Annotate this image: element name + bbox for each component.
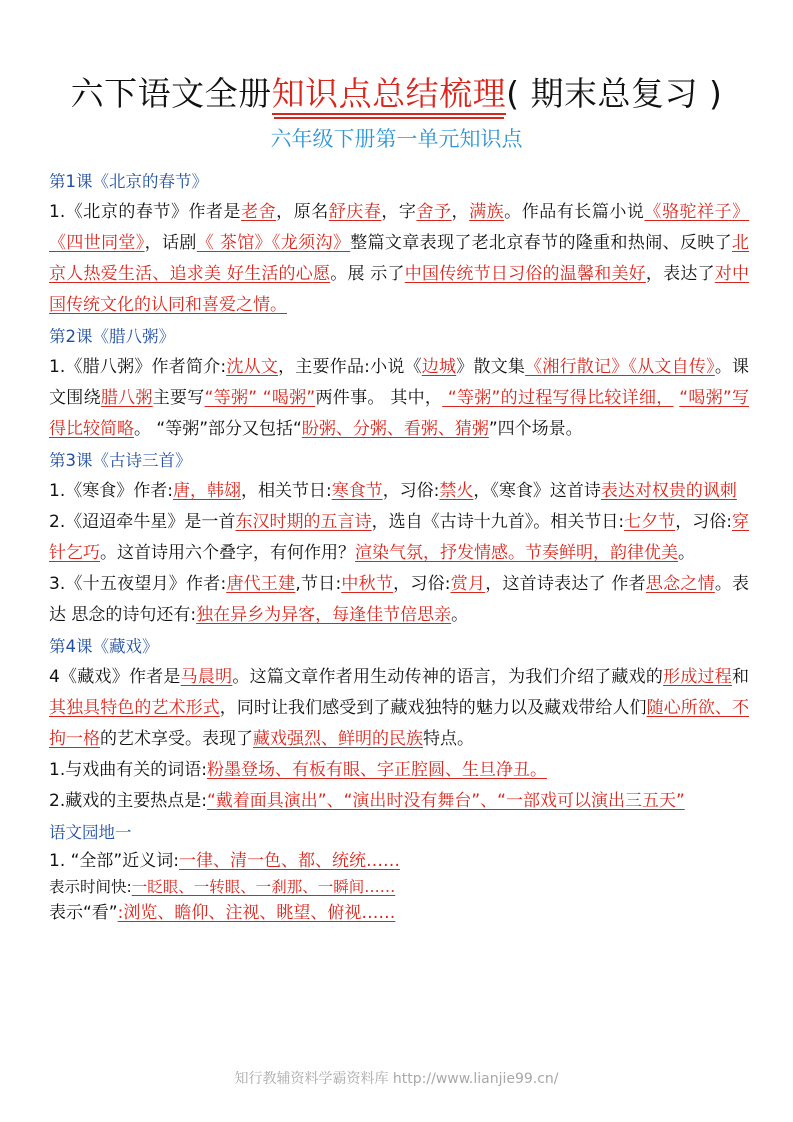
text-segment: 两件事。 其中， — [315, 388, 443, 408]
title-prefix: 六下语文全册 — [70, 74, 272, 113]
answer-highlight: 老舍 — [241, 202, 277, 222]
text-segment: ，《寒食》这首诗 — [473, 481, 601, 501]
text-segment: 整篇文章表现了老北京春节的隆重和热闹、反映了 — [350, 233, 733, 253]
answer-highlight: 盼粥、分粥、看粥、猜粥 — [301, 419, 489, 439]
text-segment: 1. “全部”近义词: — [49, 851, 179, 871]
lesson-4-heading: 第4课《藏戏》 — [49, 637, 159, 656]
answer-highlight: 中秋节 — [341, 574, 394, 594]
answer-highlight: 《湘行散记》《从文自传》 — [525, 357, 715, 377]
yuwen-text-3 — [49, 900, 749, 926]
answer-highlight: 《骆驼祥子》《四世同堂》 — [49, 202, 750, 253]
answer-highlight: 北京人热爱生活、追求美 好生活的心愿 — [49, 233, 750, 284]
text-segment: 的艺术享受。表现了 — [100, 729, 253, 749]
text-segment: 。作品有长篇小说 — [504, 202, 645, 222]
text-segment: 1.《寒食》作者: — [49, 481, 173, 501]
lesson-3-text-3 — [49, 569, 749, 631]
text-segment: ，习俗: — [393, 574, 451, 594]
text-segment: ，相关节日: — [240, 481, 332, 501]
text-segment: 2.藏戏的主要热点是: — [49, 791, 207, 811]
text-segment: ，这首诗表达了 作者 — [485, 574, 646, 594]
text-segment: 。表达 思念的诗句还有: — [49, 574, 750, 625]
answer-highlight: 唐，韩翃 — [172, 481, 241, 501]
answer-highlight: 满族 — [469, 202, 505, 222]
answer-highlight: “戴着面具演出”、“演出时没有舞台”、“一部戏可以演出三五天” — [206, 791, 685, 811]
text-segment: ”四个场景。 — [488, 419, 583, 439]
lesson-1-heading: 第1课《北京的春节》 — [49, 172, 208, 191]
answer-highlight: 随心所欲、不拘一格 — [49, 698, 749, 749]
page-title — [0, 72, 793, 116]
text-segment: 和 — [732, 667, 750, 687]
answer-highlight: 东汉时期的五言诗 — [235, 512, 372, 532]
text-segment: ，字 — [381, 202, 417, 222]
text-segment: 。 “等粥”部分又包括“ — [134, 419, 302, 439]
answer-highlight: 七夕节 — [624, 512, 676, 532]
answer-highlight: 对中国传统文化的认同和喜爱之情。 — [49, 264, 750, 315]
text-segment: 。 — [451, 605, 469, 625]
lesson-4-text-3 — [49, 786, 749, 817]
text-segment: 2.《迢迢牵牛星》是一首 — [49, 512, 236, 532]
document-content — [49, 166, 749, 926]
answer-highlight: 藏戏强烈、鲜明的民族 — [253, 729, 423, 749]
text-segment: ，选自《古诗十九首》。相关节日: — [371, 512, 625, 532]
answer-highlight: 舒庆春 — [328, 202, 382, 222]
text-segment: 。课文围绕 — [49, 357, 750, 408]
answer-highlight: 唐代王建 — [226, 574, 296, 594]
answer-highlight: 一眨眼、一转眼、一刹那、一瞬间…… — [131, 878, 396, 896]
text-segment: 。这篇文章作者用生动传神的语言，为我们介绍了藏戏的 — [232, 667, 664, 687]
answer-highlight: 一律、清一色、都、统统…… — [178, 851, 400, 871]
answer-highlight: 思念之情 — [645, 574, 715, 594]
lesson-3-text-2 — [49, 507, 749, 569]
answer-highlight: 独在异乡为异客，每逢佳节倍思亲 — [196, 605, 452, 625]
answer-highlight: 舍予 — [416, 202, 452, 222]
text-segment: 表示“看” — [49, 903, 118, 923]
answer-highlight: 形成过程 — [663, 667, 733, 687]
watermark: 知行教辅资料学霸资料库 http://www.lianjie99.cn/ — [234, 1071, 559, 1087]
answer-highlight: “等粥”的过程写得比较详细， — [442, 388, 674, 408]
text-segment: 。展 示了 — [330, 264, 405, 284]
answer-highlight: 《 茶馆》《龙须沟》 — [196, 233, 351, 253]
text-segment: 表示时间快: — [49, 878, 132, 896]
answer-highlight: 粉墨登场、有板有眼、字正腔圆、生旦净丑。 — [206, 760, 547, 780]
text-segment: ,节日: — [295, 574, 342, 594]
answer-highlight: 边城 — [421, 357, 457, 377]
text-segment: 1.《北京的春节》作者是 — [49, 202, 242, 222]
lesson-2-heading: 第2课《腊八粥》 — [49, 327, 175, 346]
lesson-2-text — [49, 352, 749, 445]
answer-highlight: 渲染气氛，抒发情感。节奏鲜明，韵律优美 — [355, 543, 678, 563]
answer-highlight: 中国传统节日习俗的温馨和美好 — [404, 264, 646, 284]
answer-highlight: 马晨明 — [180, 667, 233, 687]
answer-highlight: “喝粥”写得比较简略 — [49, 388, 749, 439]
text-segment: 3.《十五夜望月》作者: — [49, 574, 227, 594]
answer-highlight: 表达对权贵的讽刺 — [600, 481, 737, 501]
text-segment: ，话剧 — [144, 233, 197, 253]
yuwen-text-2 — [49, 874, 749, 900]
yuwen-yuandi-heading: 语文园地一 — [49, 823, 132, 842]
text-segment: 主要写 — [152, 388, 205, 408]
lesson-3-heading: 第3课《古诗三首》 — [49, 451, 192, 470]
text-segment: ，原名 — [276, 202, 329, 222]
text-segment: 。 — [678, 543, 695, 563]
text-segment: 1.与戏曲有关的词语: — [49, 760, 207, 780]
text-segment: ，习俗: — [675, 512, 732, 532]
text-segment: 4《藏戏》作者是 — [49, 667, 181, 687]
answer-highlight: 腊八粥 — [100, 388, 153, 408]
lesson-4-text-2 — [49, 755, 749, 786]
unit-subtitle: 六年级下册第一单元知识点 — [270, 127, 523, 151]
text-segment: ，习俗: — [382, 481, 440, 501]
lesson-1-text — [49, 197, 749, 321]
answer-highlight: 赏月 — [450, 574, 486, 594]
answer-highlight: 沈从文 — [226, 357, 279, 377]
answer-highlight: :浏览、瞻仰、注视、眺望、俯视…… — [117, 903, 396, 923]
answer-highlight: 禁火 — [439, 481, 474, 501]
answer-highlight: 穿 针乞巧 — [49, 512, 750, 563]
yuwen-text-1 — [49, 848, 749, 874]
text-segment: ，表达了 — [645, 264, 715, 284]
title-suffix: ( 期末总复习 ) — [506, 74, 723, 113]
answer-highlight: “等粥” “喝粥” — [204, 388, 316, 408]
answer-highlight: 寒食节 — [331, 481, 383, 501]
text-segment: ，同时让我们感受到了藏戏独特的魅力以及藏戏带给人们 — [219, 698, 647, 718]
lesson-4-text-1 — [49, 662, 749, 755]
text-segment: 1.《腊八粥》作者简介: — [49, 357, 227, 377]
text-segment: 》散文集 — [456, 357, 526, 377]
text-segment: 特点。 — [423, 729, 474, 749]
lesson-3-text-1 — [49, 476, 749, 507]
text-segment: ， — [451, 202, 470, 222]
answer-highlight: 其独具特色的艺术形式 — [49, 698, 220, 718]
title-highlight: 知识点总结梳理 — [271, 74, 507, 113]
text-segment: 。这首诗用六个叠字，有何作用？ — [100, 543, 355, 563]
text-segment: ，主要作品:小说《 — [278, 357, 422, 377]
